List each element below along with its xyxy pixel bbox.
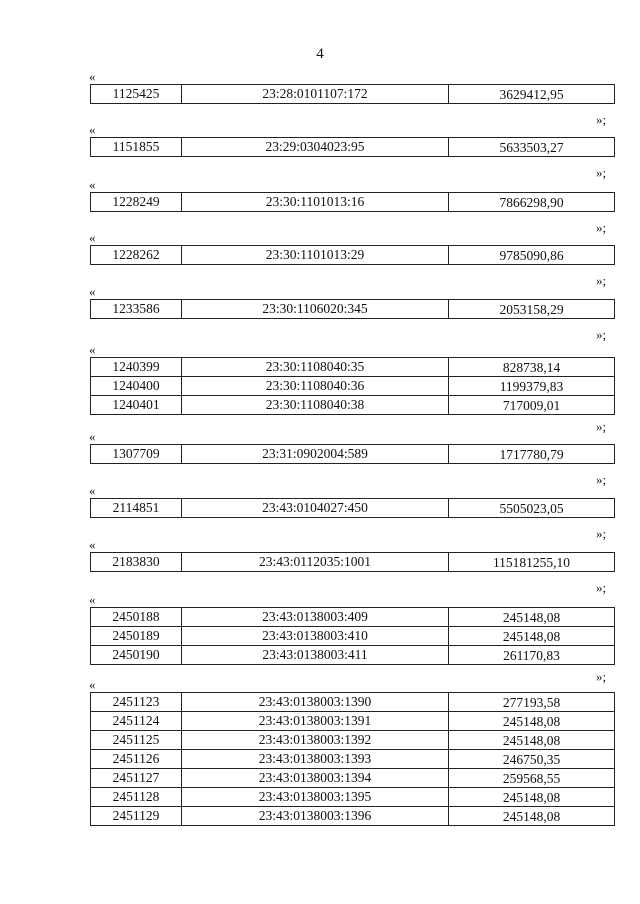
amendment-block bbox=[0, 483, 640, 541]
cadastral-number-cell: 23:43:0138003:1396 bbox=[182, 807, 449, 826]
amendment-block bbox=[0, 230, 640, 288]
open-quote: « bbox=[89, 69, 96, 84]
close-quote: »; bbox=[596, 526, 607, 541]
object-id-cell: 2183830 bbox=[91, 553, 182, 572]
table-row bbox=[91, 445, 615, 464]
close-quote: »; bbox=[596, 327, 607, 342]
object-id-cell: 1240400 bbox=[91, 377, 182, 396]
cadastral-value-cell: 5505023,05 bbox=[449, 499, 615, 518]
open-quote: « bbox=[89, 230, 96, 245]
cadastral-number-cell: 23:30:1101013:29 bbox=[182, 246, 449, 265]
table-row bbox=[91, 193, 615, 212]
amendment-block bbox=[0, 69, 640, 127]
cadastral-number-cell: 23:28:0101107:172 bbox=[182, 85, 449, 104]
open-quote: « bbox=[89, 592, 96, 607]
object-id-cell: 2451126 bbox=[91, 750, 182, 769]
close-quote: »; bbox=[596, 112, 607, 127]
cadastral-number-cell: 23:29:0304023:95 bbox=[182, 138, 449, 157]
cadastral-number-cell: 23:30:1108040:35 bbox=[182, 358, 449, 377]
entry-table bbox=[90, 245, 615, 265]
cadastral-value-cell: 245148,08 bbox=[449, 731, 615, 750]
cadastral-number-cell: 23:43:0138003:411 bbox=[182, 646, 449, 665]
table-row bbox=[91, 807, 615, 826]
cadastral-value-cell: 1199379,83 bbox=[449, 377, 615, 396]
object-id-cell: 2450189 bbox=[91, 627, 182, 646]
table-row bbox=[91, 553, 615, 572]
table-row bbox=[91, 712, 615, 731]
object-id-cell: 1233586 bbox=[91, 300, 182, 319]
cadastral-number-cell: 23:43:0138003:1392 bbox=[182, 731, 449, 750]
object-id-cell: 1240401 bbox=[91, 396, 182, 415]
object-id-cell: 2451123 bbox=[91, 693, 182, 712]
cadastral-number-cell: 23:43:0138003:1391 bbox=[182, 712, 449, 731]
cadastral-value-cell: 115181255,10 bbox=[449, 553, 615, 572]
page-number: 4 bbox=[316, 46, 324, 62]
object-id-cell: 1151855 bbox=[91, 138, 182, 157]
close-quote: »; bbox=[596, 273, 607, 288]
table-row bbox=[91, 396, 615, 415]
cadastral-number-cell: 23:43:0138003:1395 bbox=[182, 788, 449, 807]
amendment-block bbox=[0, 177, 640, 235]
entry-table bbox=[90, 552, 615, 572]
cadastral-value-cell: 245148,08 bbox=[449, 627, 615, 646]
table-row bbox=[91, 627, 615, 646]
cadastral-value-cell: 717009,01 bbox=[449, 396, 615, 415]
entry-table bbox=[90, 498, 615, 518]
cadastral-value-cell: 245148,08 bbox=[449, 712, 615, 731]
table-row bbox=[91, 788, 615, 807]
object-id-cell: 1228249 bbox=[91, 193, 182, 212]
cadastral-number-cell: 23:43:0104027:450 bbox=[182, 499, 449, 518]
object-id-cell: 2451127 bbox=[91, 769, 182, 788]
cadastral-value-cell: 259568,55 bbox=[449, 769, 615, 788]
open-quote: « bbox=[89, 122, 96, 137]
cadastral-number-cell: 23:43:0138003:1393 bbox=[182, 750, 449, 769]
amendment-block bbox=[0, 284, 640, 342]
table-row bbox=[91, 85, 615, 104]
entry-table bbox=[90, 84, 615, 104]
entry-table bbox=[90, 357, 615, 415]
close-quote: »; bbox=[596, 580, 607, 595]
table-row bbox=[91, 499, 615, 518]
open-quote: « bbox=[89, 537, 96, 552]
table-row bbox=[91, 769, 615, 788]
open-quote: « bbox=[89, 429, 96, 444]
cadastral-number-cell: 23:43:0138003:409 bbox=[182, 608, 449, 627]
cadastral-value-cell: 245148,08 bbox=[449, 788, 615, 807]
entry-table bbox=[90, 607, 615, 665]
entry-table bbox=[90, 137, 615, 157]
cadastral-number-cell: 23:43:0138003:410 bbox=[182, 627, 449, 646]
object-id-cell: 1125425 bbox=[91, 85, 182, 104]
entry-table bbox=[90, 192, 615, 212]
cadastral-value-cell: 1717780,79 bbox=[449, 445, 615, 464]
object-id-cell: 2451129 bbox=[91, 807, 182, 826]
entry-table bbox=[90, 299, 615, 319]
object-id-cell: 1228262 bbox=[91, 246, 182, 265]
cadastral-value-cell: 245148,08 bbox=[449, 608, 615, 627]
object-id-cell: 2450188 bbox=[91, 608, 182, 627]
table-row bbox=[91, 750, 615, 769]
open-quote: « bbox=[89, 483, 96, 498]
table-row bbox=[91, 246, 615, 265]
cadastral-value-cell: 261170,83 bbox=[449, 646, 615, 665]
amendment-block bbox=[0, 537, 640, 595]
open-quote: « bbox=[89, 177, 96, 192]
amendment-block bbox=[0, 429, 640, 487]
amendment-block bbox=[0, 342, 640, 434]
amendment-block bbox=[0, 122, 640, 180]
object-id-cell: 2451125 bbox=[91, 731, 182, 750]
open-quote: « bbox=[89, 284, 96, 299]
object-id-cell: 2451124 bbox=[91, 712, 182, 731]
cadastral-number-cell: 23:31:0902004:589 bbox=[182, 445, 449, 464]
table-row bbox=[91, 138, 615, 157]
object-id-cell: 2450190 bbox=[91, 646, 182, 665]
object-id-cell: 2114851 bbox=[91, 499, 182, 518]
close-quote: »; bbox=[596, 472, 607, 487]
close-quote: »; bbox=[596, 220, 607, 235]
cadastral-value-cell: 5633503,27 bbox=[449, 138, 615, 157]
close-quote: »; bbox=[596, 419, 607, 434]
table-row bbox=[91, 358, 615, 377]
object-id-cell: 1240399 bbox=[91, 358, 182, 377]
close-quote: »; bbox=[596, 165, 607, 180]
table-row bbox=[91, 377, 615, 396]
cadastral-number-cell: 23:43:0112035:1001 bbox=[182, 553, 449, 572]
table-row bbox=[91, 300, 615, 319]
cadastral-number-cell: 23:30:1106020:345 bbox=[182, 300, 449, 319]
cadastral-number-cell: 23:30:1101013:16 bbox=[182, 193, 449, 212]
cadastral-value-cell: 828738,14 bbox=[449, 358, 615, 377]
entry-table bbox=[90, 692, 615, 826]
object-id-cell: 2451128 bbox=[91, 788, 182, 807]
cadastral-value-cell: 9785090,86 bbox=[449, 246, 615, 265]
cadastral-value-cell: 245148,08 bbox=[449, 807, 615, 826]
amendment-block bbox=[0, 677, 640, 824]
table-row bbox=[91, 608, 615, 627]
cadastral-value-cell: 277193,58 bbox=[449, 693, 615, 712]
cadastral-number-cell: 23:30:1108040:36 bbox=[182, 377, 449, 396]
cadastral-value-cell: 2053158,29 bbox=[449, 300, 615, 319]
table-row bbox=[91, 693, 615, 712]
cadastral-value-cell: 246750,35 bbox=[449, 750, 615, 769]
entry-table bbox=[90, 444, 615, 464]
open-quote: « bbox=[89, 677, 96, 692]
cadastral-value-cell: 3629412,95 bbox=[449, 85, 615, 104]
open-quote: « bbox=[89, 342, 96, 357]
cadastral-number-cell: 23:43:0138003:1394 bbox=[182, 769, 449, 788]
table-row bbox=[91, 731, 615, 750]
object-id-cell: 1307709 bbox=[91, 445, 182, 464]
cadastral-value-cell: 7866298,90 bbox=[449, 193, 615, 212]
table-row bbox=[91, 646, 615, 665]
cadastral-number-cell: 23:43:0138003:1390 bbox=[182, 693, 449, 712]
close-quote: »; bbox=[596, 669, 607, 684]
cadastral-number-cell: 23:30:1108040:38 bbox=[182, 396, 449, 415]
amendment-block bbox=[0, 592, 640, 684]
